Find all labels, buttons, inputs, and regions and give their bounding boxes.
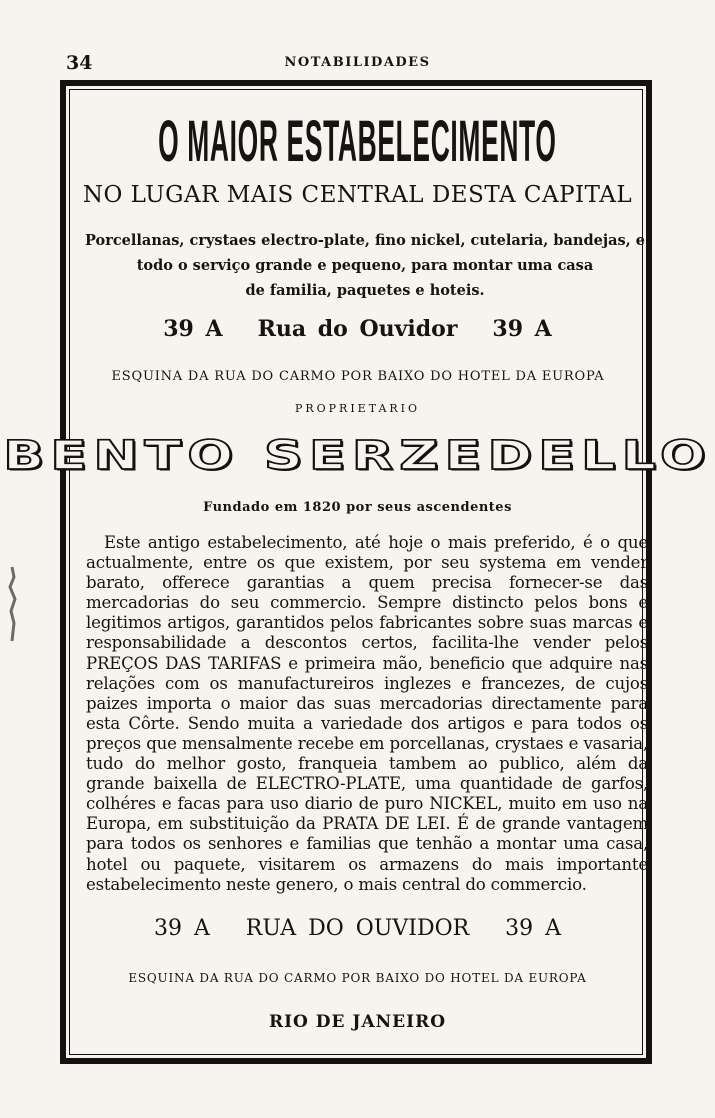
running-head: NOTABILIDADES xyxy=(284,55,431,70)
corner-line-footer: ESQUINA DA RUA DO CARMO POR BAIXO DO HOTEL DA EUROPA xyxy=(128,971,587,985)
corner-line: ESQUINA DA RUA DO CARMO POR BAIXO DO HOTEL DA EUROPA xyxy=(111,369,605,384)
products-line: todo o serviço grande e pequeno, para montar uma casa xyxy=(136,257,594,274)
products-line: Porcellanas, crystaes electro-plate, fino nickel, cutelaria, bandejas, e xyxy=(85,232,645,249)
body-paragraph: Este antigo estabelecimento, até hoje o mais preferido, é o que actualmente, entre os que existem, por seu systema em vender barato, offerece garantias a quem precisa fornecer-se das mercadorias do seu commercio. Sempre distincto pelos bons e legitimos artigos, garantidos pelos fabricantes sobre suas marcas e responsabilidade a descontos certos, facilita-lhe vender pelos PREÇOS DAS TARIFAS e primeira mão, beneficio que adquire nas relações com os manufactureiros inglezes e francezes, de cujos paizes importa o maior das suas mercadorias directamente para esta Côrte. Sendo muita a variedade dos artigos e para todos os preços que mensalmente recebe em porcellanas, crystaes e vasaria, tudo do melhor gosto, franqueia tambem ao publico, além da grande baixella de ELECTRO-PLATE, uma quantidade de garfos, colhéres e facas para uso diario de puro NICKEL, muito em uso na Europa, em substituição da PRATA DE LEI. É de grande vantagem para todos os senhores e familias que tenhão a montar uma casa, hotel ou paquete, visitarem os armazens do mais importante estabelecimento neste genero, o mais central do commercio. xyxy=(86,533,648,894)
binding-mark-icon xyxy=(4,565,20,643)
body-text xyxy=(86,533,648,895)
owner-label: PROPRIETARIO xyxy=(294,402,421,415)
page-number: 34 xyxy=(66,52,93,74)
city: RIO DE JANEIRO xyxy=(268,1012,447,1032)
products-list xyxy=(76,228,654,303)
founded-line: Fundado em 1820 por seus ascendentes xyxy=(203,500,512,515)
subheadline: NO LUGAR MAIS CENTRAL DESTA CAPITAL xyxy=(82,182,633,208)
headline: O MAIOR ESTABELECIMENTO xyxy=(158,110,557,174)
owner-name: BENTO SERZEDELLO xyxy=(3,432,712,479)
address-headline: 39 A Rua do Ouvidor 39 A xyxy=(163,316,552,342)
products-line: de familia, paquetes e hoteis. xyxy=(245,282,485,299)
address-footer: 39 A RUA DO OUVIDOR 39 A xyxy=(153,916,562,941)
